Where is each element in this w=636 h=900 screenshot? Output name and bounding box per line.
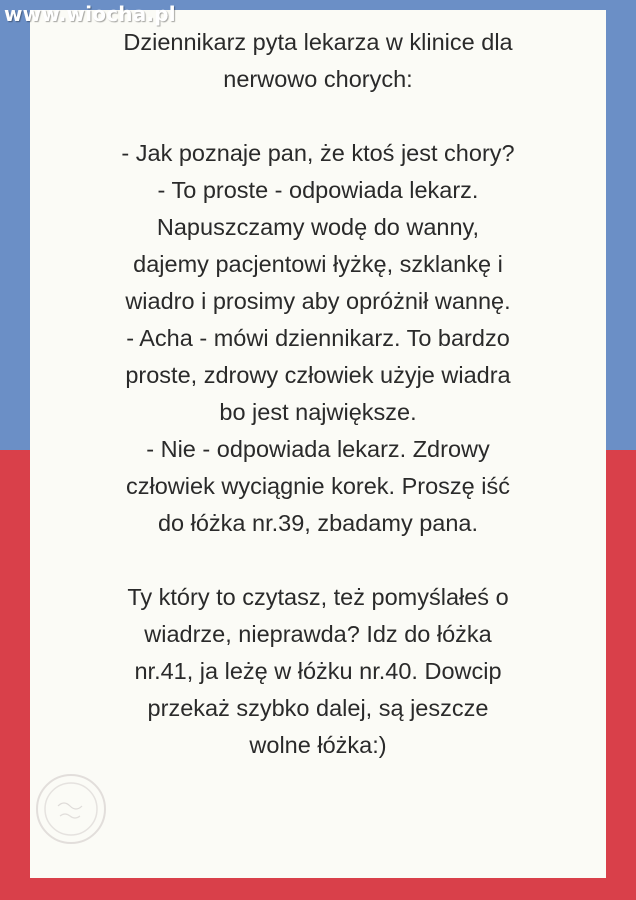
text-line: Ty który to czytasz, też pomyślałeś o bbox=[127, 584, 509, 610]
text-line: wolne łóżka:) bbox=[249, 732, 387, 758]
text-line: człowiek wyciągnie korek. Proszę iść bbox=[126, 473, 510, 499]
text-line: nerwowo chorych: bbox=[223, 66, 413, 92]
site-watermark: www.wiocha.pl bbox=[4, 2, 176, 26]
text-line: do łóżka nr.39, zbadamy pana. bbox=[157, 510, 479, 536]
text-line: przekaż szybko dalej, są jeszcze bbox=[147, 695, 489, 721]
joke-text bbox=[30, 24, 606, 764]
text-line: bo jest największe. bbox=[219, 399, 417, 425]
text-line: - To proste - odpowiada lekarz. bbox=[157, 177, 479, 203]
text-line: proste, zdrowy człowiek użyje wiadra bbox=[125, 362, 511, 388]
paragraph-gap bbox=[30, 542, 606, 579]
text-line: wiadrze, nieprawda? Idz do łóżka bbox=[144, 621, 492, 647]
paragraph-gap bbox=[30, 98, 606, 135]
text-line: - Acha - mówi dziennikarz. To bardzo bbox=[126, 325, 510, 351]
text-line: - Nie - odpowiada lekarz. Zdrowy bbox=[146, 436, 490, 462]
text-line: Dziennikarz pyta lekarza w klinice dla bbox=[123, 29, 513, 55]
text-line: - Jak poznaje pan, że ktoś jest chory? bbox=[121, 140, 515, 166]
text-line: dajemy pacjentowi łyżkę, szklankę i bbox=[133, 251, 503, 277]
text-line: Napuszczamy wodę do wanny, bbox=[156, 214, 480, 240]
faded-round-stamp-icon bbox=[36, 774, 106, 844]
text-line: wiadro i prosimy aby opróżnił wannę. bbox=[125, 288, 511, 314]
text-line: nr.41, ja leżę w łóżku nr.40. Dowcip bbox=[134, 658, 502, 684]
